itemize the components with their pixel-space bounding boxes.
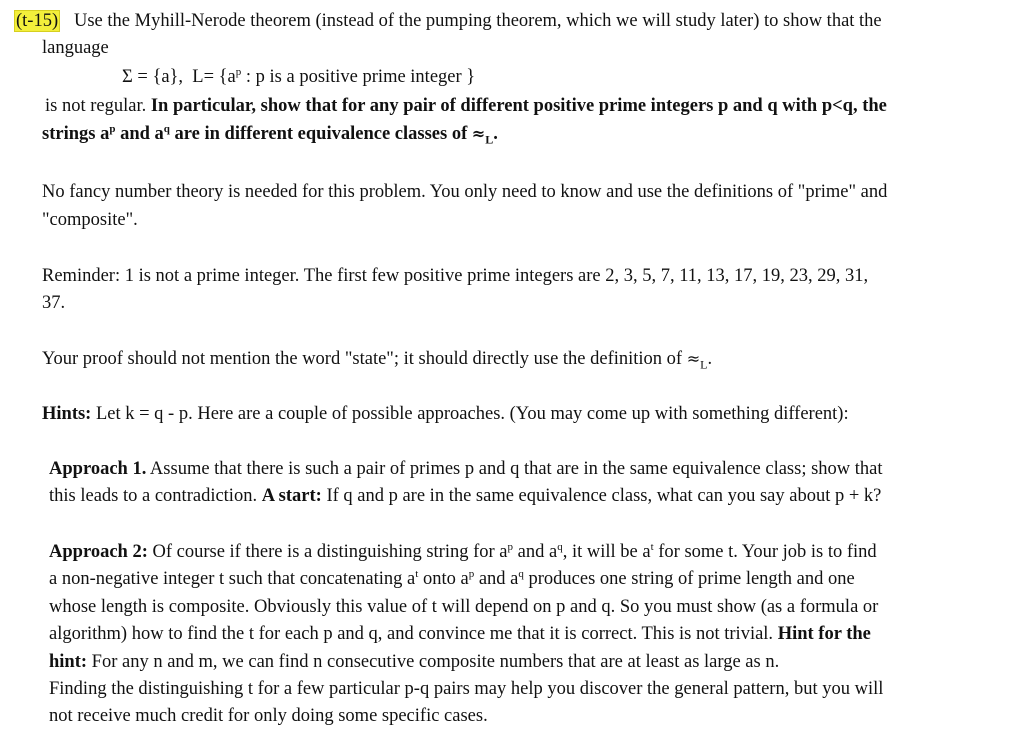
approach2-text-4a: algorithm) how to find the t for each p and q, and convince me that it is correct. This is not trivial. — [49, 624, 778, 644]
approach2-line-4 — [49, 623, 871, 645]
bold-and: and a — [115, 124, 164, 144]
approach2-sup-t-2: t — [415, 568, 419, 580]
bold-period: . — [493, 124, 498, 144]
bold-classes: are in different equivalence classes of — [169, 124, 472, 144]
approach2-text-1c: , it will be a — [562, 542, 651, 562]
approach2-text-5: For any n and m, we can find n consecutive composite numbers that are at least as large as n. — [87, 652, 780, 672]
approx-sub: L — [485, 132, 494, 147]
language-definition — [122, 66, 475, 88]
hints-text: Let k = q - p. Here are a couple of possible approaches. (You may come up with something different): — [91, 404, 849, 424]
state-remark — [42, 348, 712, 376]
problem-label-highlight: (t-15) — [16, 11, 59, 31]
bold-requirement-line-2 — [42, 123, 498, 151]
approach1-text-2b: If q and p are in the same equivalence class, what can you say about p + k? — [321, 486, 882, 506]
approach1-label: Approach 1. — [49, 459, 147, 479]
hints-label: Hints: — [42, 404, 92, 424]
approach2-text-2c: and a — [474, 569, 519, 589]
not-regular-line — [45, 95, 887, 117]
approach2-line-6: Finding the distinguishing t for a few particular p-q pairs may help you discover the general pattern, but you will — [49, 679, 884, 699]
state-approx-symbol: ≈ — [686, 349, 701, 368]
approach2-text-2b: onto a — [418, 569, 469, 589]
problem-intro-line-2: language — [42, 38, 109, 58]
lang-def-start: L= {a — [192, 67, 236, 87]
sigma-definition: Σ = {a}, — [122, 67, 184, 87]
approach1-text-1: Assume that there is such a pair of primes p and q that are in the same equivalence class; show that — [146, 459, 883, 479]
approach2-sup-p: p — [507, 541, 514, 553]
reminder-line-1: Reminder: 1 is not a prime integer. The first few positive prime integers are 2, 3, 5, 7, 11, 13, 17, 19, 23, 29, 31, — [42, 266, 869, 286]
approach2-text-2a: a non-negative integer t such that concatenating a — [49, 569, 416, 589]
problem-intro-line — [14, 10, 882, 32]
approach2-sup-q-2: q — [518, 568, 524, 580]
approach2-line-3: whose length is composite. Obviously this value of t will depend on p and q. So you must show (as a formula or — [49, 597, 879, 617]
approach2-text-2d: produces one string of prime length and one — [523, 569, 855, 589]
bold-sup-p: p — [109, 123, 116, 135]
hint-for-the-label: Hint for the — [777, 624, 871, 644]
approach2-label: Approach 2: — [49, 542, 148, 562]
lang-sup-p: p — [235, 66, 242, 78]
bold-requirement-1: In particular, show that for any pair of different positive prime integers p and q with p<q, the — [150, 96, 887, 116]
not-regular-text: is not regular. — [45, 96, 147, 116]
reminder-line-2: 37. — [42, 293, 66, 313]
approach2-line-1 — [49, 541, 877, 563]
bold-strings: strings a — [42, 124, 110, 144]
approach2-sup-p-2: p — [468, 568, 475, 580]
hints-line — [42, 403, 849, 425]
approach2-sup-t: t — [650, 541, 654, 553]
state-approx-sub: L — [700, 357, 708, 372]
lang-def-end: : p is a positive prime integer } — [241, 67, 476, 87]
bold-sup-q: q — [163, 123, 170, 135]
approach2-sup-q: q — [557, 541, 563, 553]
approach1-start-label: A start: — [261, 486, 322, 506]
approach2-text-1d: for some t. Your job is to find — [653, 542, 877, 562]
approach1-text-2a: this leads to a contradiction. — [49, 486, 262, 506]
approach2-line-2 — [49, 568, 855, 590]
approach1-line-2 — [49, 485, 881, 507]
approach1-line-1 — [49, 458, 883, 480]
theory-line-2: "composite". — [42, 210, 138, 230]
approach2-line-5 — [49, 651, 779, 673]
state-remark-end: . — [707, 349, 713, 369]
theory-line-1: No fancy number theory is needed for this problem. You only need to know and use the definitions of "prime" and — [42, 182, 888, 202]
approach2-text-1a: Of course if there is a distinguishing string for a — [147, 542, 508, 562]
hint-label: hint: — [49, 652, 88, 672]
state-remark-text: Your proof should not mention the word "state"; it should directly use the definition of — [42, 349, 687, 369]
problem-intro-text: Use the Myhill-Nerode theorem (instead of the pumping theorem, which we will study later) to show that the — [74, 11, 882, 31]
approach2-text-1b: and a — [513, 542, 558, 562]
approach2-line-7: not receive much credit for only doing some specific cases. — [49, 706, 488, 726]
approx-symbol: ≈ — [471, 124, 486, 143]
